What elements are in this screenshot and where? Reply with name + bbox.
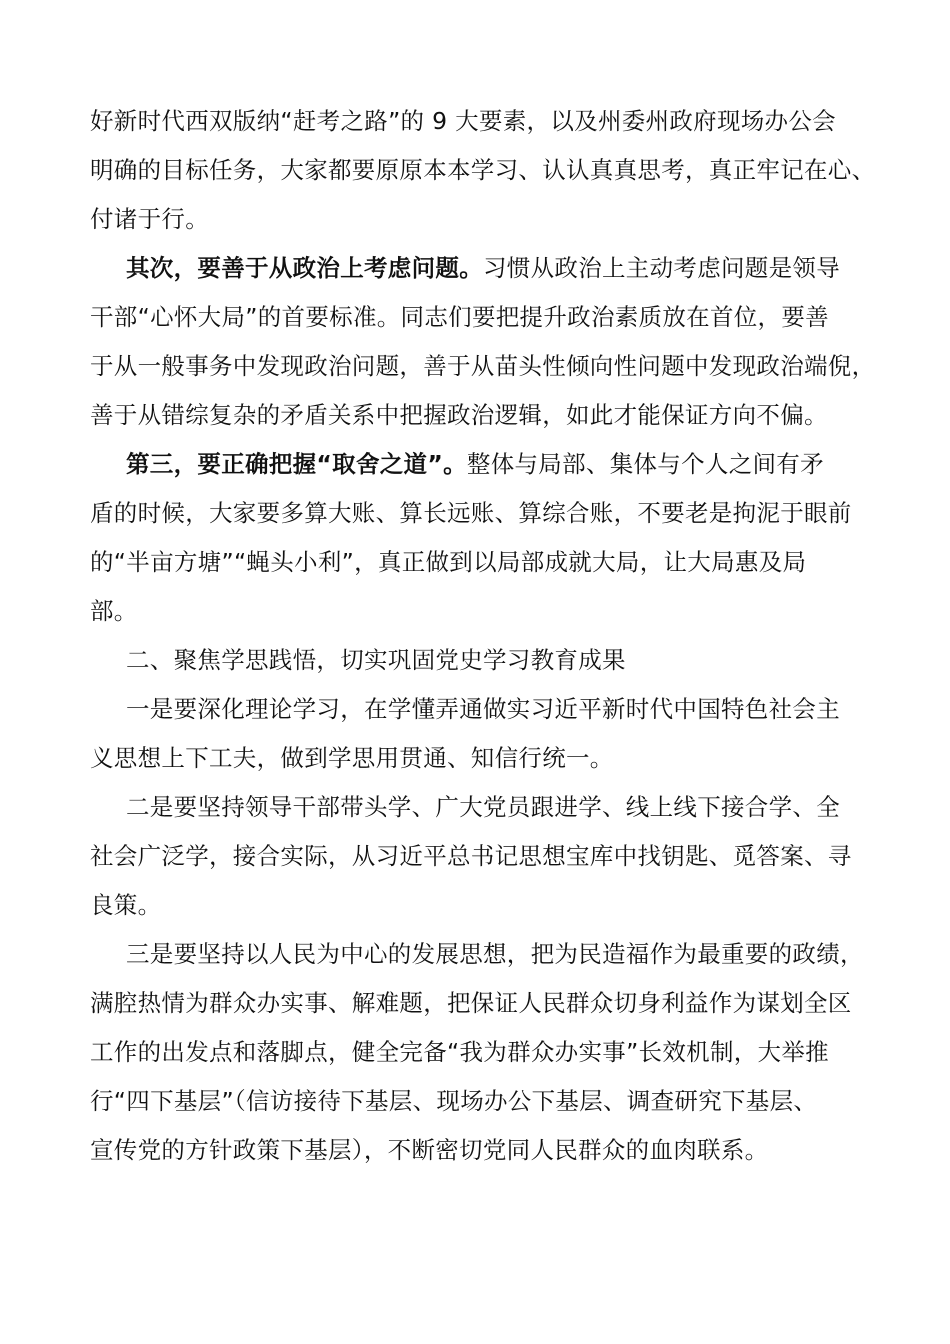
paragraph-line [90,244,862,293]
paragraph-line: 三是要坚持以人民为中心的发展思想，把为民造福作为最重要的政绩， [126,940,864,968]
paragraph-line: 明确的目标任务，大家都要原原本本学习、认认真真思考，真正牢记在心、 [90,156,876,184]
section-heading: 二、聚焦学思践悟，切实巩固党史学习教育成果 [126,646,626,674]
paragraph-text: 整体与局部、集体与个人之间有矛 [466,450,824,478]
paragraph-line: 工作的出发点和落脚点，健全完备“我为群众办实事”长效机制，大举推 [90,1038,829,1066]
paragraph-line: 二是要坚持领导干部带头学、广大党员跟进学、线上线下接合学、全 [126,793,840,821]
document-body [90,97,876,1175]
paragraph-line: 付诸于行。 [90,205,209,233]
paragraph-line: 盾的时候，大家要多算大账、算长远账、算综合账，不要老是拘泥于眼前 [90,499,852,527]
paragraph-line: 干部“心怀大局”的首要标准。同志们要把提升政治素质放在首位，要善 [90,303,829,331]
paragraph-line: 社会广泛学，接合实际，从习近平总书记思想宝库中找钥匙、觅答案、寻 [90,842,852,870]
paragraph-line: 义思想上下工夫，做到学思用贯通、知信行统一。 [90,744,614,772]
paragraph-line: 满腔热情为群众办实事、解难题，把保证人民群众切身利益作为谋划全区 [90,989,852,1017]
paragraph-line: 好新时代西双版纳“赶考之路”的 9 大要素，以及州委州政府现场办公会 [90,107,836,135]
bold-heading: 第三，要正确把握“取舍之道”。 [126,450,467,478]
paragraph-line: 良策。 [90,891,162,919]
bold-heading: 其次，要善于从政治上考虑问题。 [126,254,483,282]
paragraph-text: 习惯从政治上主动考虑问题是领导 [483,254,840,282]
paragraph-line: 善于从错综复杂的矛盾关系中把握政治逻辑，如此才能保证方向不偏。 [90,401,828,429]
paragraph-line: 于从一般事务中发现政治问题，善于从苗头性倾向性问题中发现政治端倪， [90,352,876,380]
paragraph-line: 一是要深化理论学习，在学懂弄通做实习近平新时代中国特色社会主 [126,695,840,723]
paragraph-line: 的“半亩方塘”“蝇头小利”，真正做到以局部成就大局，让大局惠及局 [90,548,807,576]
paragraph-line [90,440,862,489]
paragraph-line: 宣传党的方针政策下基层），不断密切党同人民群众的血肉联系。 [90,1136,769,1164]
paragraph-line: 部。 [90,597,138,625]
paragraph-line: 行“四下基层”（信访接待下基层、现场办公下基层、调查研究下基层、 [90,1087,818,1115]
